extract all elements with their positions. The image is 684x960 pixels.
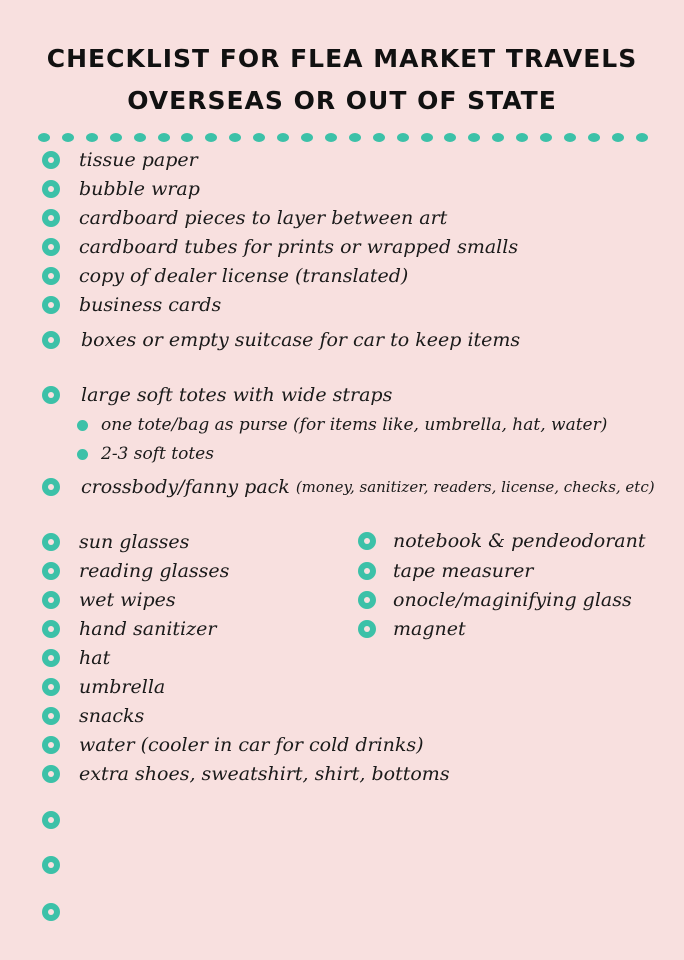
item-label: hand sanitizer xyxy=(79,618,217,640)
sub-bullet-icon[interactable] xyxy=(77,420,88,431)
item-label: magnet xyxy=(393,618,466,640)
item-label: onocle/maginifying glass xyxy=(393,589,632,611)
checkbox-bullet-icon[interactable] xyxy=(42,856,60,874)
list-item[interactable] xyxy=(42,703,144,729)
list-item[interactable] xyxy=(42,176,200,202)
item-label: cardboard tubes for prints or wrapped smalls xyxy=(79,236,519,258)
list-item[interactable] xyxy=(42,147,198,173)
item-label: one tote/bag as purse (for items like, umbrella, hat, water) xyxy=(101,415,608,435)
list-item[interactable] xyxy=(358,616,466,642)
item-label: large soft totes with wide straps xyxy=(81,384,393,406)
item-label: extra shoes, sweatshirt, shirt, bottoms xyxy=(79,763,450,785)
list-item[interactable] xyxy=(42,587,176,613)
item-label: hat xyxy=(79,647,111,669)
checkbox-bullet-icon[interactable] xyxy=(42,649,60,667)
list-item[interactable] xyxy=(42,674,165,700)
checkbox-bullet-icon[interactable] xyxy=(42,478,60,496)
item-label: 2-3 soft totes xyxy=(101,444,214,464)
checkbox-bullet-icon[interactable] xyxy=(358,562,376,580)
list-item[interactable] xyxy=(42,234,518,260)
sub-list-item[interactable] xyxy=(77,441,214,467)
checkbox-bullet-icon[interactable] xyxy=(42,707,60,725)
page-title-line-1: CHECKLIST FOR FLEA MARKET TRAVELS xyxy=(46,44,638,73)
list-item[interactable] xyxy=(358,558,533,584)
list-item[interactable] xyxy=(42,732,424,758)
checkbox-bullet-icon[interactable] xyxy=(42,331,60,349)
sub-list-item[interactable] xyxy=(77,412,607,438)
checkbox-bullet-icon[interactable] xyxy=(42,620,60,638)
dotted-divider xyxy=(38,131,648,143)
item-label: cardboard pieces to layer between art xyxy=(79,207,448,229)
list-item[interactable] xyxy=(42,616,216,642)
list-item[interactable] xyxy=(42,645,110,671)
item-label: water (cooler in car for cold drinks) xyxy=(79,734,424,756)
checkbox-bullet-icon[interactable] xyxy=(42,238,60,256)
list-item[interactable] xyxy=(42,263,408,289)
item-label: copy of dealer license (translated) xyxy=(79,265,409,287)
checkbox-bullet-icon[interactable] xyxy=(42,562,60,580)
item-label: crossbody/fanny pack xyxy=(81,476,290,498)
item-label: notebook & pendeodorant xyxy=(393,530,646,552)
item-label: sun glasses xyxy=(79,531,190,553)
item-label: bubble wrap xyxy=(79,178,200,200)
checkbox-bullet-icon[interactable] xyxy=(42,267,60,285)
list-item[interactable] xyxy=(42,292,221,318)
list-item[interactable] xyxy=(358,528,645,554)
checkbox-bullet-icon[interactable] xyxy=(42,678,60,696)
checkbox-bullet-icon[interactable] xyxy=(42,736,60,754)
checkbox-bullet-icon[interactable] xyxy=(42,296,60,314)
checkbox-bullet-icon[interactable] xyxy=(42,180,60,198)
empty-list-item[interactable] xyxy=(42,807,60,833)
list-item[interactable] xyxy=(42,205,447,231)
checkbox-bullet-icon[interactable] xyxy=(42,151,60,169)
checkbox-bullet-icon[interactable] xyxy=(358,591,376,609)
item-label: umbrella xyxy=(79,676,166,698)
list-item[interactable] xyxy=(42,327,520,353)
list-item[interactable] xyxy=(42,761,450,787)
checkbox-bullet-icon[interactable] xyxy=(42,811,60,829)
page-title-line-2: OVERSEAS OR OUT OF STATE xyxy=(127,86,557,115)
item-label: snacks xyxy=(79,705,145,727)
item-label: wet wipes xyxy=(79,589,176,611)
list-item[interactable] xyxy=(42,558,229,584)
checkbox-bullet-icon[interactable] xyxy=(42,533,60,551)
checkbox-bullet-icon[interactable] xyxy=(42,386,60,404)
item-note: (money, sanitizer, readers, license, checks, etc) xyxy=(295,478,655,496)
checkbox-bullet-icon[interactable] xyxy=(42,903,60,921)
item-label: business cards xyxy=(79,294,222,316)
item-label: tissue paper xyxy=(79,149,198,171)
list-item[interactable] xyxy=(358,587,632,613)
checkbox-bullet-icon[interactable] xyxy=(42,209,60,227)
empty-list-item[interactable] xyxy=(42,852,60,878)
checkbox-bullet-icon[interactable] xyxy=(358,620,376,638)
checkbox-bullet-icon[interactable] xyxy=(42,591,60,609)
item-label: reading glasses xyxy=(79,560,230,582)
empty-list-item[interactable] xyxy=(42,899,60,925)
list-item[interactable] xyxy=(42,474,655,500)
checkbox-bullet-icon[interactable] xyxy=(358,532,376,550)
list-item[interactable] xyxy=(42,382,392,408)
checkbox-bullet-icon[interactable] xyxy=(42,765,60,783)
sub-bullet-icon[interactable] xyxy=(77,449,88,460)
item-label: tape measurer xyxy=(393,560,534,582)
list-item[interactable] xyxy=(42,529,189,555)
item-label: boxes or empty suitcase for car to keep items xyxy=(81,329,521,351)
